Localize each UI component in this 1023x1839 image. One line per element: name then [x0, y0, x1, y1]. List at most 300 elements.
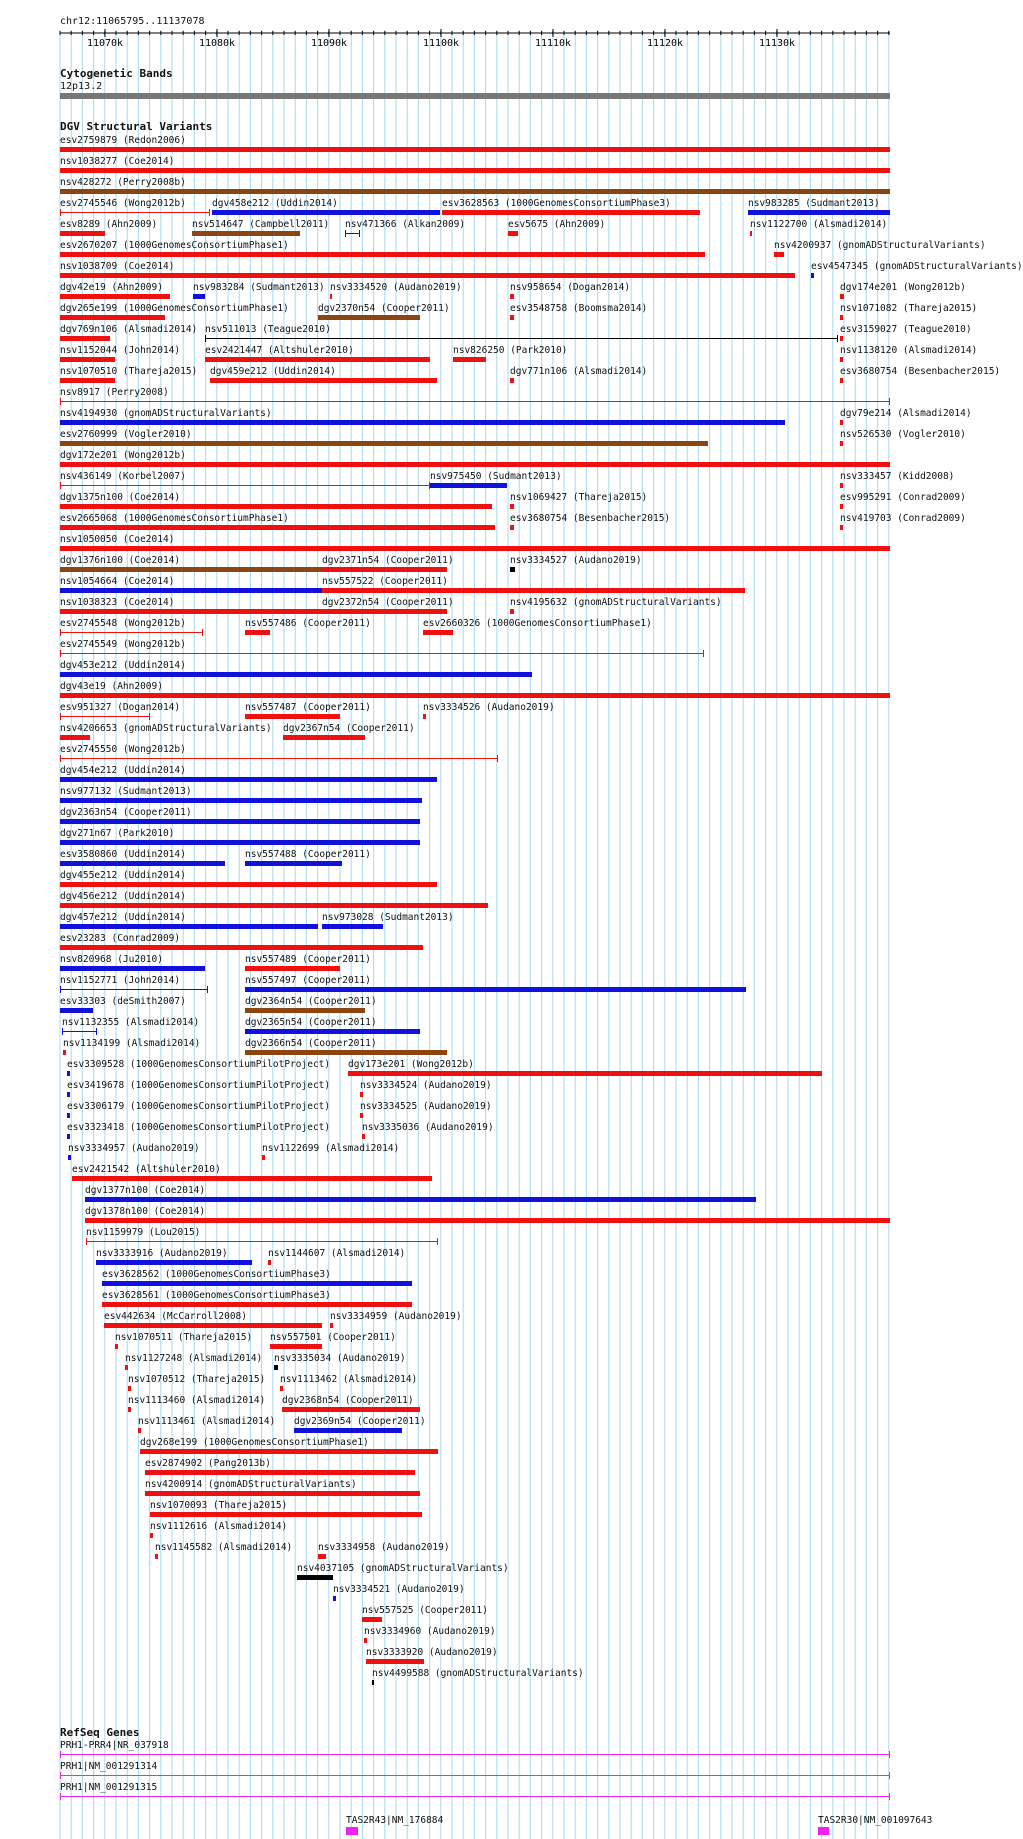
dgv-variant-feature[interactable] — [212, 210, 440, 215]
dgv-variant-feature[interactable] — [510, 567, 515, 572]
dgv-variant-label: dgv459e212 (Uddin2014) — [210, 366, 336, 377]
dgv-variant-label: dgv172e201 (Wong2012b) — [60, 450, 186, 461]
cytoband-label: 12p13.2 — [60, 81, 103, 92]
dgv-variant-feature[interactable] — [840, 357, 843, 362]
dgv-variant-label: nsv511013 (Teague2010) — [205, 324, 331, 335]
dgv-variant-label: nsv526530 (Vogler2010) — [840, 429, 966, 440]
dgv-variant-label: esv2745548 (Wong2012b) — [60, 618, 186, 629]
dgv-variant-label: nsv1144607 (Alsmadi2014) — [268, 1248, 406, 1259]
dgv-variant-feature-end-cap — [96, 1028, 97, 1035]
dgv-variant-feature[interactable] — [510, 294, 514, 299]
dgv-variant-feature[interactable] — [840, 441, 843, 446]
dgv-variant-feature-end-cap — [60, 629, 61, 636]
dgv-variant-feature[interactable] — [60, 147, 890, 152]
dgv-variant-label: nsv514647 (Campbell2011) — [192, 219, 330, 230]
dgv-variant-label: esv3628561 (1000GenomesConsortiumPhase3) — [102, 1290, 331, 1301]
dgv-variant-feature-end-cap — [703, 650, 704, 657]
dgv-variant-label: dgv174e201 (Wong2012b) — [840, 282, 966, 293]
dgv-variant-feature[interactable] — [60, 777, 437, 782]
dgv-variant-feature[interactable] — [138, 1428, 141, 1433]
dgv-variant-label: nsv1145582 (Alsmadi2014) — [155, 1542, 293, 1553]
dgv-variant-feature[interactable] — [345, 233, 360, 234]
dgv-variant-label: esv2759879 (Redon2006) — [60, 135, 186, 146]
dgv-variant-feature[interactable] — [60, 273, 795, 278]
dgv-track-title: DGV Structural Variants — [60, 120, 213, 133]
dgv-variant-feature[interactable] — [322, 924, 383, 929]
dgv-variant-label: esv3580860 (Uddin2014) — [60, 849, 186, 860]
dgv-variant-feature[interactable] — [360, 1113, 363, 1118]
dgv-variant-feature[interactable] — [60, 252, 705, 257]
dgv-variant-label: dgv457e212 (Uddin2014) — [60, 912, 186, 923]
dgv-variant-label: dgv2372n54 (Cooper2011) — [322, 597, 454, 608]
dgv-variant-feature-end-cap — [60, 398, 61, 405]
refseq-gene-feature[interactable] — [60, 1754, 890, 1755]
dgv-variant-label: esv2745549 (Wong2012b) — [60, 639, 186, 650]
dgv-variant-label: dgv2367n54 (Cooper2011) — [283, 723, 415, 734]
dgv-variant-label: esv2745550 (Wong2012b) — [60, 744, 186, 755]
dgv-variant-feature[interactable] — [60, 693, 890, 698]
refseq-gene-feature[interactable] — [818, 1827, 829, 1835]
ruler-tick-label: 11100k — [422, 38, 460, 49]
dgv-variant-feature[interactable] — [330, 1323, 333, 1328]
dgv-variant-feature[interactable] — [60, 798, 422, 803]
dgv-variant-label: dgv79e214 (Alsmadi2014) — [840, 408, 972, 419]
dgv-variant-label: nsv4200937 (gnomADStructuralVariants) — [774, 240, 986, 251]
dgv-variant-label: nsv557489 (Cooper2011) — [245, 954, 371, 965]
dgv-variant-feature[interactable] — [60, 758, 498, 759]
dgv-variant-label: dgv2368n54 (Cooper2011) — [282, 1395, 414, 1406]
dgv-variant-feature[interactable] — [60, 609, 322, 614]
dgv-variant-feature[interactable] — [442, 210, 700, 215]
dgv-variant-feature[interactable] — [205, 357, 430, 362]
dgv-variant-label: nsv3334524 (Audano2019) — [360, 1080, 492, 1091]
dgv-variant-feature[interactable] — [245, 861, 342, 866]
dgv-variant-label: nsv436149 (Korbel2007) — [60, 471, 186, 482]
dgv-variant-label: nsv1038323 (Coe2014) — [60, 597, 175, 608]
dgv-variant-label: dgv1377n100 (Coe2014) — [85, 1185, 206, 1196]
dgv-variant-label: nsv1038709 (Coe2014) — [60, 261, 175, 272]
dgv-variant-label: nsv4195632 (gnomADStructuralVariants) — [510, 597, 722, 608]
dgv-variant-label: esv5675 (Ahn2009) — [508, 219, 606, 230]
dgv-variant-label: nsv3335036 (Audano2019) — [362, 1122, 494, 1133]
dgv-variant-label: dgv1375n100 (Coe2014) — [60, 492, 181, 503]
dgv-variant-feature[interactable] — [60, 819, 420, 824]
dgv-variant-label: esv3323418 (1000GenomesConsortiumPilotProject) — [67, 1122, 331, 1133]
dgv-variant-label: dgv271n67 (Park2010) — [60, 828, 175, 839]
dgv-variant-feature[interactable] — [297, 1575, 333, 1580]
dgv-variant-feature[interactable] — [811, 273, 814, 278]
dgv-variant-feature-end-cap — [60, 755, 61, 762]
dgv-variant-label: nsv1113460 (Alsmadi2014) — [128, 1395, 266, 1406]
dgv-variant-feature[interactable] — [193, 294, 205, 299]
dgv-variant-feature[interactable] — [360, 1092, 363, 1097]
ruler-tick-label: 11120k — [646, 38, 684, 49]
dgv-variant-label: esv442634 (McCarroll2008) — [104, 1311, 247, 1322]
dgv-variant-feature[interactable] — [60, 420, 785, 425]
dgv-variant-feature-end-cap — [86, 1238, 87, 1245]
dgv-variant-label: dgv2366n54 (Cooper2011) — [245, 1038, 377, 1049]
dgv-variant-label: esv2665068 (1000GenomesConsortiumPhase1) — [60, 513, 289, 524]
dgv-variant-feature[interactable] — [262, 1155, 265, 1160]
dgv-variant-feature[interactable] — [322, 588, 745, 593]
dgv-variant-feature[interactable] — [322, 609, 447, 614]
dgv-variant-label: nsv1038277 (Coe2014) — [60, 156, 175, 167]
refseq-gene-label: PRH1|NM_001291315 — [60, 1782, 158, 1793]
dgv-variant-feature[interactable] — [150, 1512, 422, 1517]
dgv-variant-feature[interactable] — [282, 1407, 420, 1412]
dgv-variant-label: esv2745546 (Wong2012b) — [60, 198, 186, 209]
dgv-variant-feature[interactable] — [750, 231, 752, 236]
dgv-variant-label: nsv1054664 (Coe2014) — [60, 576, 175, 587]
dgv-variant-feature[interactable] — [840, 483, 843, 488]
dgv-variant-feature[interactable] — [840, 378, 843, 383]
dgv-variant-feature[interactable] — [774, 252, 784, 257]
dgv-variant-feature[interactable] — [430, 483, 507, 488]
dgv-variant-feature[interactable] — [60, 966, 205, 971]
dgv-variant-feature[interactable] — [60, 441, 708, 446]
dgv-variant-feature[interactable] — [748, 210, 890, 215]
dgv-variant-label: nsv1071082 (Thareja2015) — [840, 303, 978, 314]
dgv-variant-label: nsv557522 (Cooper2011) — [322, 576, 448, 587]
dgv-variant-feature[interactable] — [270, 1344, 322, 1349]
dgv-variant-label: nsv1070093 (Thareja2015) — [150, 1500, 288, 1511]
dgv-variant-feature[interactable] — [102, 1281, 412, 1286]
dgv-variant-feature[interactable] — [333, 1596, 336, 1601]
dgv-variant-label: dgv453e212 (Uddin2014) — [60, 660, 186, 671]
dgv-variant-feature[interactable] — [60, 588, 322, 593]
dgv-variant-feature[interactable] — [245, 1008, 365, 1013]
dgv-variant-feature[interactable] — [60, 294, 170, 299]
dgv-variant-feature[interactable] — [423, 630, 453, 635]
dgv-variant-label: nsv557487 (Cooper2011) — [245, 702, 371, 713]
dgv-variant-feature-end-cap — [889, 398, 890, 405]
dgv-variant-feature[interactable] — [60, 315, 165, 320]
dgv-variant-label: dgv456e212 (Uddin2014) — [60, 891, 186, 902]
dgv-variant-label: nsv820968 (Ju2010) — [60, 954, 163, 965]
dgv-variant-label: dgv43e19 (Ahn2009) — [60, 681, 163, 692]
dgv-variant-label: nsv1069427 (Thareja2015) — [510, 492, 648, 503]
refseq-gene-feature-end-cap — [889, 1751, 890, 1758]
dgv-variant-feature[interactable] — [268, 1260, 271, 1265]
dgv-variant-feature[interactable] — [67, 1134, 70, 1139]
dgv-variant-feature[interactable] — [423, 714, 426, 719]
dgv-variant-feature[interactable] — [60, 189, 890, 194]
dgv-variant-label: nsv4499588 (gnomADStructuralVariants) — [372, 1668, 584, 1679]
dgv-variant-feature-end-cap — [60, 713, 61, 720]
dgv-variant-label: esv3306179 (1000GenomesConsortiumPilotProject) — [67, 1101, 331, 1112]
dgv-variant-feature[interactable] — [60, 735, 90, 740]
dgv-variant-feature[interactable] — [140, 1449, 438, 1454]
dgv-variant-label: nsv983284 (Sudmant2013) — [193, 282, 325, 293]
dgv-variant-label: nsv3334959 (Audano2019) — [330, 1311, 462, 1322]
dgv-variant-label: dgv2363n54 (Cooper2011) — [60, 807, 192, 818]
dgv-variant-label: nsv977132 (Sudmant2013) — [60, 786, 192, 797]
dgv-variant-feature[interactable] — [60, 336, 110, 341]
dgv-variant-label: nsv3334521 (Audano2019) — [333, 1584, 465, 1595]
dgv-variant-feature[interactable] — [318, 315, 420, 320]
dgv-variant-feature[interactable] — [63, 1050, 66, 1055]
dgv-variant-feature[interactable] — [60, 357, 115, 362]
refseq-gene-feature-end-cap — [60, 1793, 61, 1800]
dgv-variant-feature[interactable] — [60, 1008, 93, 1013]
dgv-variant-label: nsv557488 (Cooper2011) — [245, 849, 371, 860]
dgv-variant-label: dgv42e19 (Ahn2009) — [60, 282, 163, 293]
dgv-variant-feature[interactable] — [67, 1113, 70, 1118]
dgv-variant-label: nsv4206653 (gnomADStructuralVariants) — [60, 723, 272, 734]
dgv-variant-feature-end-cap — [207, 986, 208, 993]
dgv-variant-label: nsv3333920 (Audano2019) — [366, 1647, 498, 1658]
dgv-variant-feature[interactable] — [60, 212, 210, 213]
dgv-variant-feature[interactable] — [453, 357, 486, 362]
dgv-variant-feature[interactable] — [60, 861, 225, 866]
refseq-gene-label: PRH1|NM_001291314 — [60, 1761, 158, 1772]
dgv-variant-feature[interactable] — [60, 525, 495, 530]
dgv-variant-label: dgv771n106 (Alsmadi2014) — [510, 366, 648, 377]
refseq-gene-feature[interactable] — [60, 1796, 890, 1797]
dgv-variant-label: nsv4037105 (gnomADStructuralVariants) — [297, 1563, 509, 1574]
dgv-variant-label: nsv1050050 (Coe2014) — [60, 534, 175, 545]
dgv-variant-label: esv3159027 (Teague2010) — [840, 324, 972, 335]
dgv-variant-label: nsv557486 (Cooper2011) — [245, 618, 371, 629]
dgv-variant-feature[interactable] — [274, 1365, 278, 1370]
dgv-variant-label: nsv1127248 (Alsmadi2014) — [125, 1353, 263, 1364]
dgv-variant-feature[interactable] — [60, 231, 105, 236]
dgv-variant-feature[interactable] — [245, 966, 340, 971]
dgv-variant-feature[interactable] — [68, 1155, 71, 1160]
dgv-variant-feature[interactable] — [72, 1176, 432, 1181]
dgv-variant-label: nsv1138120 (Alsmadi2014) — [840, 345, 978, 356]
dgv-variant-label: esv3548758 (Boomsma2014) — [510, 303, 648, 314]
dgv-variant-label: dgv458e212 (Uddin2014) — [212, 198, 338, 209]
dgv-variant-label: dgv1376n100 (Coe2014) — [60, 555, 181, 566]
dgv-variant-label: nsv3334525 (Audano2019) — [360, 1101, 492, 1112]
dgv-variant-label: esv995291 (Conrad2009) — [840, 492, 966, 503]
dgv-variant-label: nsv3333916 (Audano2019) — [96, 1248, 228, 1259]
dgv-variant-feature[interactable] — [128, 1407, 131, 1412]
dgv-variant-feature[interactable] — [510, 378, 514, 383]
dgv-variant-feature[interactable] — [60, 485, 430, 486]
dgv-variant-feature[interactable] — [840, 504, 843, 509]
dgv-variant-feature-end-cap — [359, 230, 360, 237]
dgv-variant-feature[interactable] — [60, 945, 423, 950]
dgv-variant-feature[interactable] — [60, 882, 437, 887]
dgv-variant-label: nsv8917 (Perry2008) — [60, 387, 169, 398]
cytogenetic-bands-title: Cytogenetic Bands — [60, 67, 173, 80]
dgv-variant-feature[interactable] — [283, 735, 365, 740]
dgv-variant-label: nsv3334527 (Audano2019) — [510, 555, 642, 566]
dgv-variant-feature[interactable] — [60, 567, 322, 572]
dgv-variant-label: nsv557497 (Cooper2011) — [245, 975, 371, 986]
dgv-variant-feature[interactable] — [245, 1050, 447, 1055]
dgv-variant-feature[interactable] — [372, 1680, 374, 1685]
dgv-variant-feature[interactable] — [150, 1533, 153, 1538]
dgv-variant-label: nsv1132355 (Alsmadi2014) — [62, 1017, 200, 1028]
dgv-variant-feature[interactable] — [60, 632, 203, 633]
dgv-variant-feature[interactable] — [362, 1134, 365, 1139]
dgv-variant-feature[interactable] — [245, 987, 746, 992]
dgv-variant-label: nsv3334520 (Audano2019) — [330, 282, 462, 293]
dgv-variant-feature-end-cap — [60, 482, 61, 489]
dgv-variant-label: nsv958654 (Dogan2014) — [510, 282, 631, 293]
dgv-variant-feature[interactable] — [510, 609, 514, 614]
dgv-variant-feature-end-cap — [62, 1028, 63, 1035]
dgv-variant-feature[interactable] — [60, 924, 318, 929]
dgv-variant-feature[interactable] — [60, 546, 890, 551]
refseq-track-title: RefSeq Genes — [60, 1726, 140, 1739]
dgv-variant-feature[interactable] — [245, 714, 340, 719]
dgv-variant-feature[interactable] — [510, 525, 514, 530]
dgv-variant-label: esv3680754 (Besenbacher2015) — [510, 513, 671, 524]
dgv-variant-label: dgv173e201 (Wong2012b) — [348, 1059, 474, 1070]
dgv-variant-feature[interactable] — [145, 1491, 420, 1496]
dgv-variant-feature-end-cap — [497, 755, 498, 762]
refseq-gene-feature-end-cap — [889, 1793, 890, 1800]
dgv-variant-feature-end-cap — [202, 629, 203, 636]
cytoband-bar[interactable] — [60, 93, 890, 99]
dgv-variant-feature-end-cap — [345, 230, 346, 237]
dgv-variant-feature[interactable] — [60, 168, 890, 173]
refseq-gene-label: TAS2R30|NM_001097643 — [818, 1815, 933, 1826]
dgv-variant-feature[interactable] — [85, 1218, 890, 1223]
dgv-variant-label: nsv1112616 (Alsmadi2014) — [150, 1521, 288, 1532]
dgv-variant-feature[interactable] — [102, 1302, 412, 1307]
dgv-variant-feature[interactable] — [145, 1470, 415, 1475]
dgv-variant-label: nsv4194930 (gnomADStructuralVariants) — [60, 408, 272, 419]
dgv-variant-label: dgv1378n100 (Coe2014) — [85, 1206, 206, 1217]
dgv-variant-label: nsv1122699 (Alsmadi2014) — [262, 1143, 400, 1154]
dgv-variant-label: nsv973028 (Sudmant2013) — [322, 912, 454, 923]
dgv-variant-label: nsv428272 (Perry2008b) — [60, 177, 186, 188]
dgv-variant-feature[interactable] — [60, 716, 150, 717]
dgv-variant-label: dgv454e212 (Uddin2014) — [60, 765, 186, 776]
dgv-variant-label: nsv557525 (Cooper2011) — [362, 1605, 488, 1616]
dgv-variant-feature[interactable] — [60, 401, 890, 402]
dgv-variant-label: nsv1070511 (Thareja2015) — [115, 1332, 253, 1343]
dgv-variant-label: nsv3334957 (Audano2019) — [68, 1143, 200, 1154]
dgv-variant-feature[interactable] — [60, 989, 208, 990]
dgv-variant-label: esv33303 (deSmith2007) — [60, 996, 186, 1007]
dgv-variant-feature[interactable] — [294, 1428, 402, 1433]
dgv-variant-feature[interactable] — [348, 1071, 822, 1076]
dgv-variant-feature-end-cap — [60, 986, 61, 993]
dgv-variant-label: nsv3334958 (Audano2019) — [318, 1542, 450, 1553]
dgv-variant-label: nsv419703 (Conrad2009) — [840, 513, 966, 524]
dgv-variant-feature[interactable] — [510, 315, 514, 320]
dgv-variant-feature[interactable] — [362, 1617, 382, 1622]
dgv-variant-feature[interactable] — [364, 1638, 367, 1643]
dgv-variant-feature[interactable] — [86, 1241, 438, 1242]
dgv-variant-label: nsv1152771 (John2014) — [60, 975, 181, 986]
dgv-variant-feature[interactable] — [840, 420, 843, 425]
dgv-variant-feature[interactable] — [104, 1323, 322, 1328]
dgv-variant-label: dgv2365n54 (Cooper2011) — [245, 1017, 377, 1028]
dgv-variant-label: nsv1113461 (Alsmadi2014) — [138, 1416, 276, 1427]
dgv-variant-feature[interactable] — [330, 294, 332, 299]
dgv-variant-label: esv8289 (Ahn2009) — [60, 219, 158, 230]
dgv-variant-label: nsv975450 (Sudmant2013) — [430, 471, 562, 482]
dgv-variant-label: dgv769n106 (Alsmadi2014) — [60, 324, 198, 335]
dgv-variant-label: dgv2364n54 (Cooper2011) — [245, 996, 377, 1007]
dgv-variant-feature-end-cap — [209, 209, 210, 216]
dgv-variant-feature[interactable] — [67, 1071, 70, 1076]
dgv-variant-label: nsv1159979 (Lou2015) — [86, 1227, 201, 1238]
dgv-variant-label: nsv983285 (Sudmant2013) — [748, 198, 880, 209]
dgv-variant-label: esv3419678 (1000GenomesConsortiumPilotProject) — [67, 1080, 331, 1091]
dgv-variant-feature[interactable] — [510, 504, 514, 509]
dgv-variant-label: esv23283 (Conrad2009) — [60, 933, 181, 944]
dgv-variant-label: dgv455e212 (Uddin2014) — [60, 870, 186, 881]
dgv-variant-feature[interactable] — [210, 378, 437, 383]
dgv-variant-label: nsv557501 (Cooper2011) — [270, 1332, 396, 1343]
dgv-variant-label: nsv1070512 (Thareja2015) — [128, 1374, 266, 1385]
dgv-variant-label: dgv268e199 (1000GenomesConsortiumPhase1) — [140, 1437, 369, 1448]
dgv-variant-label: esv3680754 (Besenbacher2015) — [840, 366, 1001, 377]
dgv-variant-feature[interactable] — [840, 294, 844, 299]
dgv-variant-label: nsv333457 (Kidd2008) — [840, 471, 955, 482]
dgv-variant-feature[interactable] — [60, 378, 115, 383]
dgv-variant-feature-end-cap — [205, 335, 206, 342]
dgv-variant-feature[interactable] — [840, 336, 843, 341]
dgv-variant-label: nsv1070510 (Thareja2015) — [60, 366, 198, 377]
ruler-tick-label: 11070k — [86, 38, 124, 49]
refseq-gene-label: PRH1-PRR4|NR_037918 — [60, 1740, 169, 1751]
dgv-variant-feature[interactable] — [245, 630, 270, 635]
dgv-variant-feature[interactable] — [508, 231, 518, 236]
dgv-variant-label: nsv1122700 (Alsmadi2014) — [750, 219, 888, 230]
dgv-variant-feature[interactable] — [205, 338, 838, 339]
dgv-variant-feature[interactable] — [115, 1344, 118, 1349]
dgv-variant-label: dgv2371n54 (Cooper2011) — [322, 555, 454, 566]
dgv-variant-feature[interactable] — [840, 525, 843, 530]
dgv-variant-feature[interactable] — [155, 1554, 158, 1559]
dgv-variant-feature[interactable] — [60, 672, 532, 677]
dgv-variant-feature[interactable] — [245, 1029, 420, 1034]
dgv-variant-feature[interactable] — [318, 1554, 326, 1559]
dgv-variant-feature[interactable] — [60, 462, 890, 467]
dgv-variant-feature[interactable] — [60, 653, 704, 654]
dgv-variant-label: esv3309528 (1000GenomesConsortiumPilotProject) — [67, 1059, 331, 1070]
dgv-variant-feature[interactable] — [67, 1092, 70, 1097]
dgv-variant-feature[interactable] — [62, 1031, 97, 1032]
dgv-variant-feature[interactable] — [60, 840, 420, 845]
dgv-variant-label: nsv3335034 (Audano2019) — [274, 1353, 406, 1364]
dgv-variant-feature[interactable] — [60, 903, 488, 908]
refseq-gene-feature-end-cap — [889, 1772, 890, 1779]
dgv-variant-feature-end-cap — [60, 209, 61, 216]
dgv-variant-feature[interactable] — [322, 567, 447, 572]
dgv-variant-feature-end-cap — [837, 335, 838, 342]
dgv-variant-feature[interactable] — [125, 1365, 128, 1370]
refseq-gene-feature[interactable] — [346, 1827, 358, 1835]
dgv-variant-feature[interactable] — [85, 1197, 756, 1202]
dgv-variant-feature[interactable] — [60, 504, 492, 509]
dgv-variant-feature[interactable] — [840, 315, 843, 320]
dgv-variant-feature[interactable] — [366, 1659, 424, 1664]
ruler-tick-label: 11090k — [310, 38, 348, 49]
dgv-variant-feature[interactable] — [280, 1386, 283, 1391]
dgv-variant-feature-end-cap — [437, 1238, 438, 1245]
dgv-variant-label: nsv3334526 (Audano2019) — [423, 702, 555, 713]
dgv-variant-label: dgv265e199 (1000GenomesConsortiumPhase1) — [60, 303, 289, 314]
refseq-gene-label: TAS2R43|NM_176884 — [346, 1815, 444, 1826]
dgv-variant-feature[interactable] — [192, 231, 300, 236]
dgv-variant-label: esv4547345 (gnomADStructuralVariants) — [811, 261, 1023, 272]
dgv-variant-label: esv951327 (Dogan2014) — [60, 702, 181, 713]
refseq-gene-feature[interactable] — [60, 1775, 890, 1776]
dgv-variant-feature[interactable] — [128, 1386, 131, 1391]
dgv-variant-feature[interactable] — [96, 1260, 252, 1265]
dgv-variant-label: nsv4200914 (gnomADStructuralVariants) — [145, 1479, 357, 1490]
